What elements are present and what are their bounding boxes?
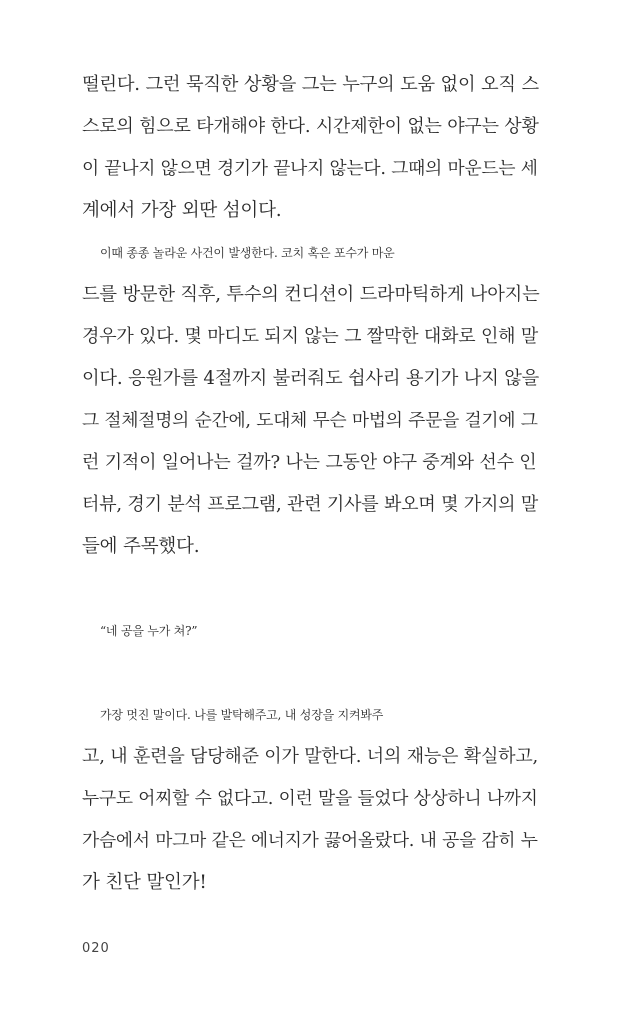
paragraph-3-line-5: 가 친단 말인가! <box>82 872 207 893</box>
quote-line: “네 공을 누가 쳐?” <box>100 624 198 638</box>
paragraph-2-line-4: 이다. 응원가를 4절까지 불러줘도 쉽사리 용기가 나지 않을 <box>82 368 540 389</box>
paragraph-2-line-8: 들에 주목했다. <box>82 536 200 557</box>
paragraph-2-line-3: 경우가 있다. 몇 마디도 되지 않는 그 짤막한 대화로 인해 말 <box>82 326 539 347</box>
paragraph-3-line-2: 고, 내 훈련을 담당해준 이가 말한다. 너의 재능은 확실하고, <box>82 746 539 767</box>
paragraph-1-line-3: 이 끝나지 않으면 경기가 끝나지 않는다. 그때의 마운드는 세 <box>82 159 538 179</box>
paragraph-1-line-1: 떨린다. 그런 묵직한 상황을 그는 누구의 도움 없이 오직 스 <box>82 74 539 95</box>
paragraph-2-line-2: 드를 방문한 직후, 투수의 컨디션이 드라마틱하게 나아지는 <box>82 284 540 305</box>
paragraph-3-line-3: 누구도 어찌할 수 없다고. 이런 말을 들었다 상상하니 나까지 <box>82 789 538 809</box>
paragraph-2-line-5: 그 절체절명의 순간에, 도대체 무슨 마법의 주문을 걸기에 그 <box>82 411 538 431</box>
paragraph-1-line-4: 계에서 가장 외딴 섬이다. <box>82 200 282 221</box>
paragraph-3-line-1: 가장 멋진 말이다. 나를 발탁해주고, 내 성장을 지켜봐주 <box>100 708 384 722</box>
paragraph-1-line-2: 스로의 힘으로 타개해야 한다. 시간제한이 없는 야구는 상황 <box>82 116 539 137</box>
paragraph-2-line-7: 터뷰, 경기 분석 프로그램, 관련 기사를 봐오며 몇 가지의 말 <box>82 494 539 515</box>
page-number: 020 <box>82 941 110 956</box>
paragraph-2-line-6: 런 기적이 일어나는 걸까? 나는 그동안 야구 중계와 선수 인 <box>82 452 537 473</box>
paragraph-3-line-4: 가슴에서 마그마 같은 에너지가 끓어올랐다. 내 공을 감히 누 <box>82 831 538 851</box>
paragraph-2-line-1: 이때 종종 놀라운 사건이 발생한다. 코치 혹은 포수가 마운 <box>100 246 395 260</box>
